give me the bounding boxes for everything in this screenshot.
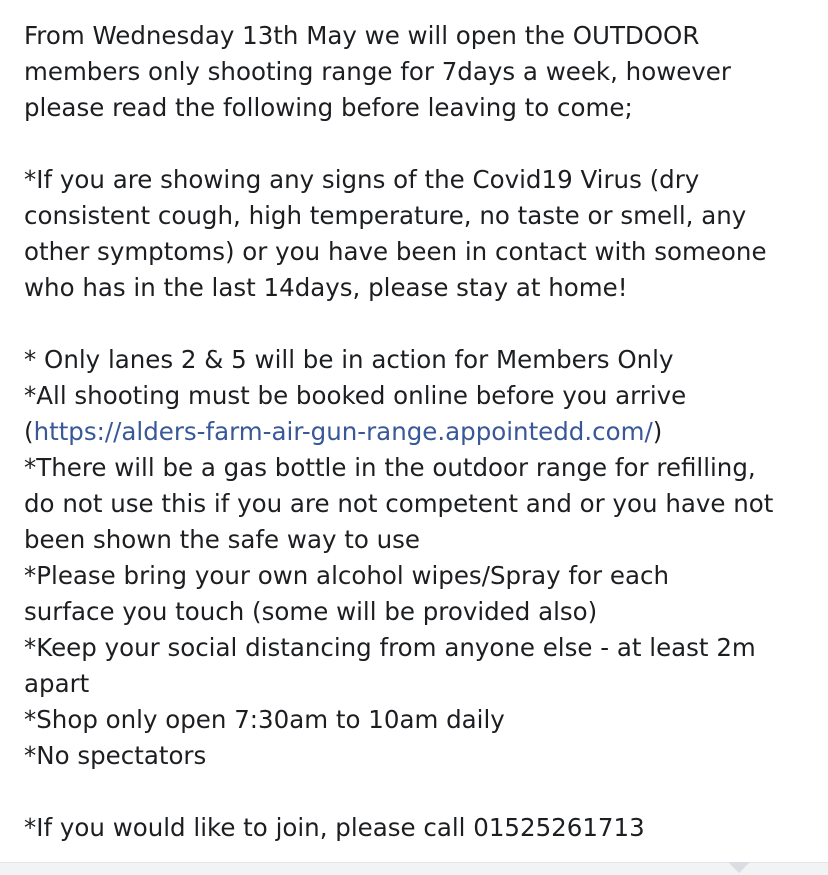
rules-paragraph bbox=[24, 342, 824, 774]
rule-booking: *All shooting must be booked online before you arrive bbox=[24, 381, 687, 410]
rule-gas-bottle: do not use this if you are not competent and or you have not bbox=[24, 489, 774, 518]
text-line: consistent cough, high temperature, no taste or smell, any bbox=[24, 201, 747, 230]
text-line: From Wednesday 13th May we will open the OUTDOOR bbox=[24, 21, 700, 50]
join-text: *If you would like to join, please call 01525261713 bbox=[24, 813, 645, 842]
text-line: members only shooting range for 7days a week, however bbox=[24, 57, 731, 86]
join-paragraph bbox=[24, 810, 824, 846]
rule-distancing: apart bbox=[24, 669, 90, 698]
text-line: who has in the last 14days, please stay at home! bbox=[24, 273, 628, 302]
rule-gas-bottle: been shown the safe way to use bbox=[24, 525, 420, 554]
text-line: please read the following before leaving to come; bbox=[24, 93, 633, 122]
rule-lanes: * Only lanes 2 & 5 will be in action for Members Only bbox=[24, 345, 674, 374]
post-footer-divider bbox=[0, 862, 828, 875]
text-line: *If you are showing any signs of the Covid19 Virus (dry bbox=[24, 165, 700, 194]
intro-paragraph bbox=[24, 18, 824, 126]
text-line: other symptoms) or you have been in contact with someone bbox=[24, 237, 767, 266]
booking-link-line bbox=[24, 414, 824, 450]
rule-distancing: *Keep your social distancing from anyone else - at least 2m bbox=[24, 633, 756, 662]
rule-gas-bottle: *There will be a gas bottle in the outdoor range for refilling, bbox=[24, 453, 756, 482]
covid-warning-paragraph bbox=[24, 162, 824, 306]
rule-no-spectators: *No spectators bbox=[24, 741, 207, 770]
chevron-down-icon[interactable] bbox=[728, 862, 750, 873]
rule-wipes: *Please bring your own alcohol wipes/Spray for each bbox=[24, 561, 669, 590]
rule-shop-hours: *Shop only open 7:30am to 10am daily bbox=[24, 705, 505, 734]
booking-link[interactable]: https://alders-farm-air-gun-range.appointedd.com/ bbox=[33, 417, 653, 446]
paren-close: ) bbox=[652, 417, 663, 446]
rule-wipes: surface you touch (some will be provided also) bbox=[24, 597, 598, 626]
post-body bbox=[24, 18, 824, 846]
paren-open: ( bbox=[24, 417, 34, 446]
